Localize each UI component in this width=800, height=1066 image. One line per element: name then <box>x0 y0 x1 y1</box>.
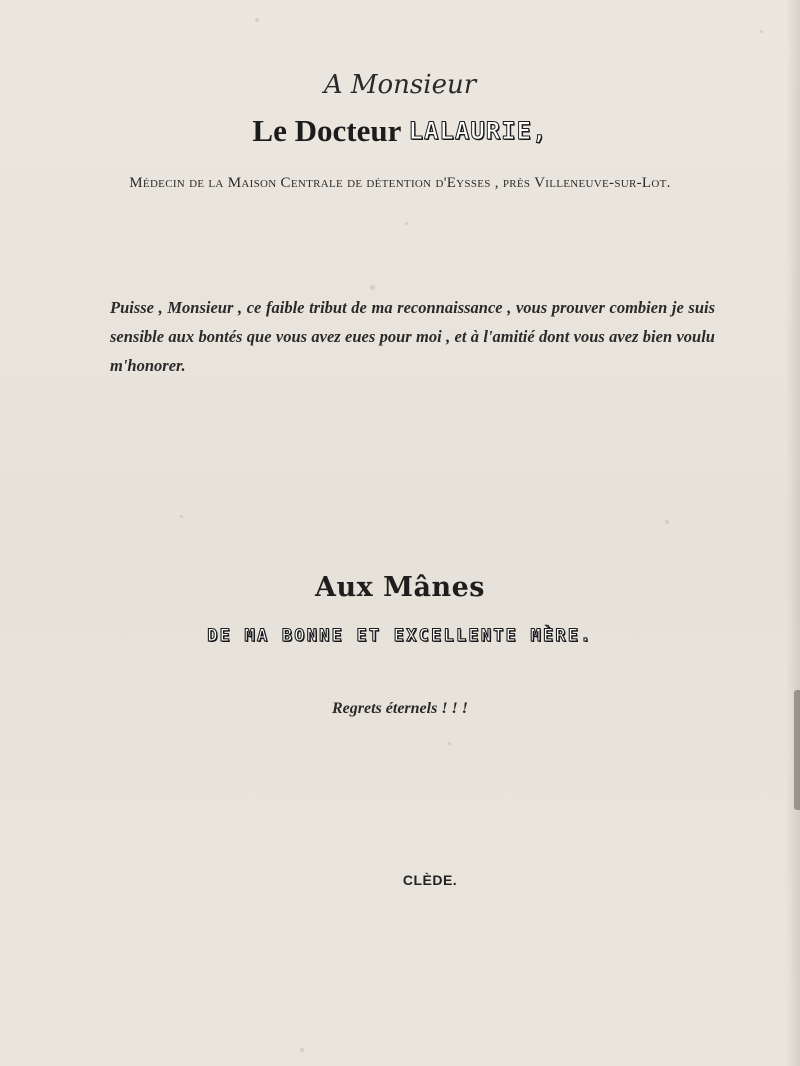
regrets-line: Regrets éternels ! ! ! <box>332 700 468 717</box>
title-name: LALAURIE, <box>408 117 548 145</box>
paper-stain <box>760 30 763 33</box>
paper-stain <box>370 285 375 290</box>
paper-stain <box>300 1048 304 1052</box>
page-title <box>0 113 800 149</box>
memorial-line: DE MA BONNE ET EXCELLENTE MÈRE. <box>207 626 593 646</box>
memorial-heading: Aux Mânes <box>315 572 485 603</box>
signature: CLÈDE. <box>402 872 458 888</box>
paper-stain <box>448 742 451 745</box>
dedication-salutation: A Monsieur <box>323 70 477 100</box>
paper-stain <box>180 515 183 518</box>
subtitle: Médecin de la Maison Centrale de détention d'Eysses , près Villeneuve-sur-Lot. <box>129 175 671 191</box>
paper-stain <box>255 18 259 22</box>
title-prefix: Le Docteur <box>252 113 401 148</box>
paper-stain <box>665 520 669 524</box>
dedication-paragraph: Puisse , Monsieur , ce faible tribut de ma reconnaissance , vous prouver combien je suis sensible aux bontés que vous avez eues pour moi , et à l'amitié dont vous avez bien voulu m'honorer. <box>110 298 715 375</box>
page-edge-shadow <box>786 0 800 1066</box>
paper-stain <box>405 222 408 225</box>
